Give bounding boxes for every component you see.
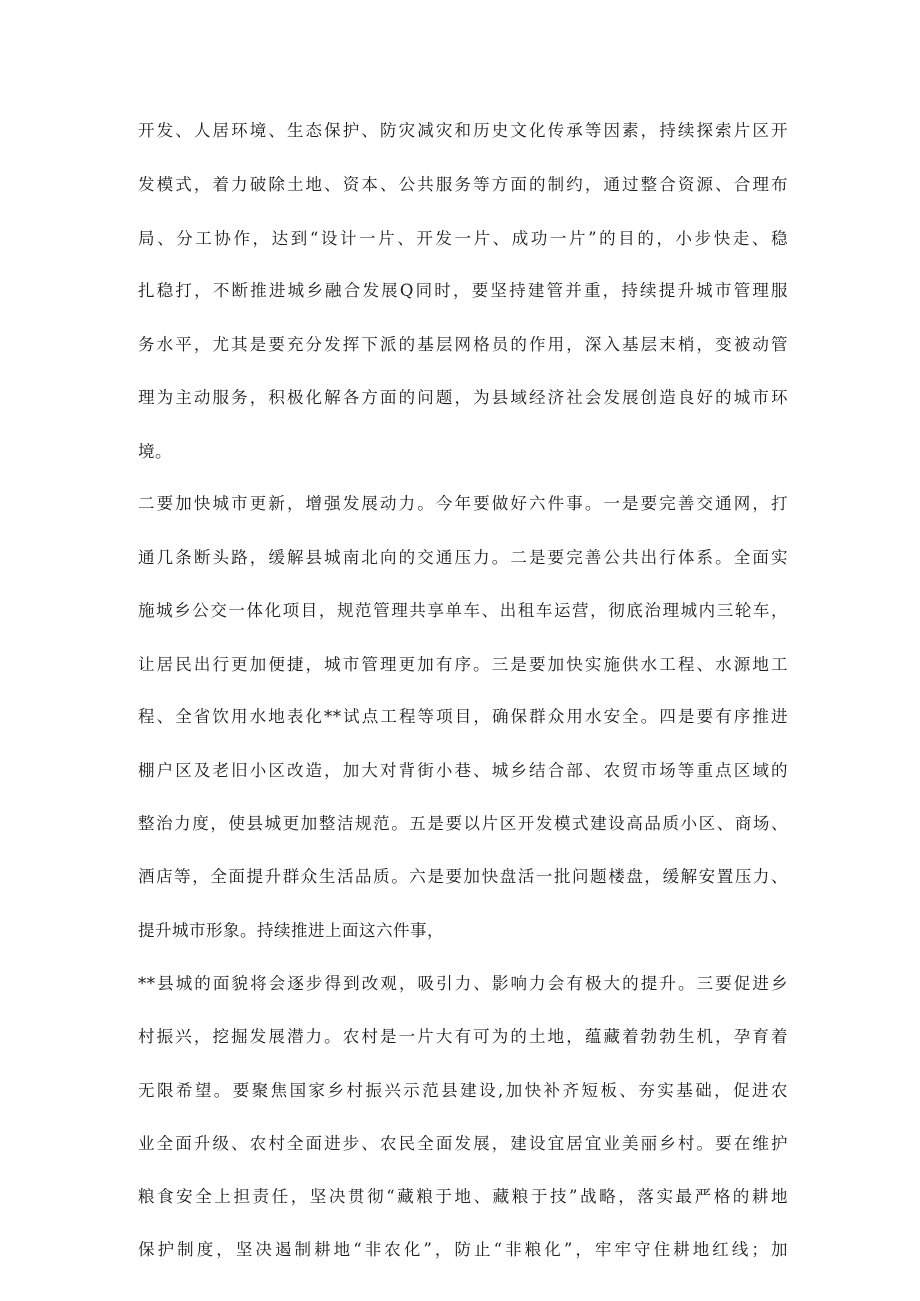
text-line: 施城乡公交一体化项目，规范管理共享单车、出租车运营，彻底治理城内三轮车，	[138, 601, 788, 620]
text-line: 局、分工协作，达到“设计一片、开发一片、成功一片”的目的，小步快走、稳	[138, 229, 788, 248]
text-line: 二要加快城市更新，增强发展动力。今年要做好六件事。一是要完善交通网，打	[138, 494, 788, 513]
text-line: 理为主动服务，积极化解各方面的问题，为县域经济社会发展创造良好的城市环	[138, 388, 788, 407]
text-line: 业全面升级、农村全面进步、农民全面发展，建设宜居宜业美丽乡村。要在维护	[138, 1134, 788, 1153]
text-line: 提升城市形象。持续推进上面这六件事，	[138, 921, 444, 940]
text-line: 粮食安全上担责任，坚决贯彻“藏粮于地、藏粮于技”战略，落实最严格的耕地	[138, 1187, 788, 1206]
text-line: 程、全省饮用水地表化**试点工程等项目，确保群众用水安全。四是要有序推进	[138, 707, 788, 726]
text-line: 发模式，着力破除土地、资本、公共服务等方面的制约，通过整合资源、合理布	[138, 175, 788, 194]
text-line: 扎稳打，不断推进城乡融合发展Q同时，要坚持建管并重，持续提升城市管理服	[138, 281, 788, 300]
text-line: 村振兴，挖掘发展潜力。农村是一片大有可为的土地，蕴藏着勃勃生机，孕育着	[138, 1027, 788, 1046]
text-line: 让居民出行更加便捷，城市管理更加有序。三是要加快实施供水工程、水源地工	[138, 655, 788, 674]
text-line: 务水平，尤其是要充分发挥下派的基层网格员的作用，深入基层末梢，变被动管	[138, 335, 788, 354]
text-line: 无限希望。要聚焦国家乡村振兴示范县建设,加快补齐短板、夯实基础，促进农	[138, 1081, 788, 1100]
text-line: 棚户区及老旧小区改造，加大对背街小巷、城乡结合部、农贸市场等重点区域的	[138, 761, 788, 780]
text-line: 酒店等，全面提升群众生活品质。六是要加快盘活一批问题楼盘，缓解安置压力、	[138, 867, 788, 886]
text-line: 保护制度，坚决遏制耕地“非农化”，防止“非粮化”，牢牢守住耕地红线；加	[138, 1240, 788, 1259]
text-line: **县城的面貌将会逐步得到改观，吸引力、影响力会有极大的提升。三要促进乡	[138, 974, 788, 993]
text-line: 境。	[138, 442, 172, 461]
text-line: 整治力度，使县城更加整洁规范。五是要以片区开发模式建设高品质小区、商场、	[138, 814, 788, 833]
text-line: 开发、人居环境、生态保护、防灾减灾和历史文化传承等因素，持续探索片区开	[138, 121, 788, 140]
text-line: 通几条断头路，缓解县城南北向的交通压力。二是要完善公共出行体系。全面实	[138, 548, 788, 567]
